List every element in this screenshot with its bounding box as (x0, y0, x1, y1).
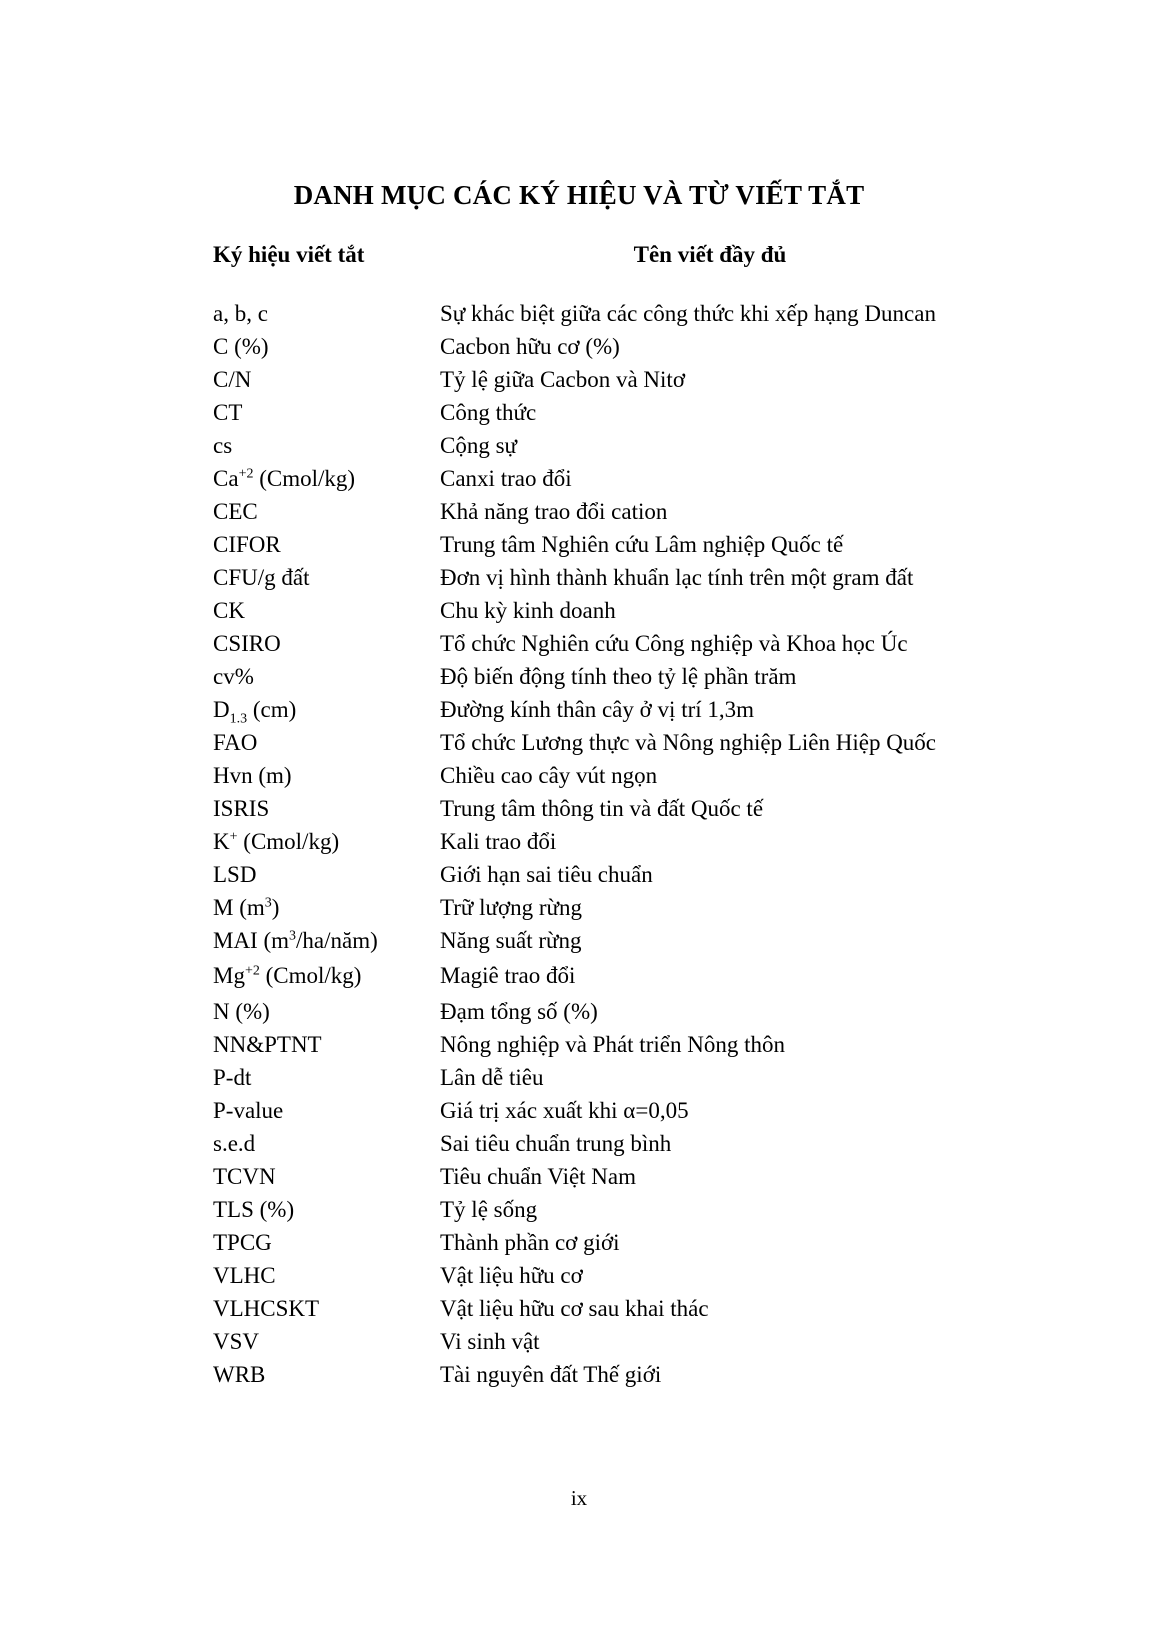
abbreviation-row (0, 924, 1158, 957)
abbreviation-definition: Kali trao đổi (440, 829, 557, 854)
abbreviation-term: FAO (213, 730, 258, 755)
abbreviation-definition: Magiê trao đổi (440, 963, 576, 988)
abbreviation-term: LSD (213, 862, 257, 887)
abbreviation-term: TCVN (213, 1164, 276, 1189)
abbreviation-term: s.e.d (213, 1131, 256, 1156)
abbreviation-row (0, 297, 1158, 330)
abbreviation-row (0, 1127, 1158, 1160)
abbreviation-term: VLHC (213, 1263, 276, 1288)
abbreviation-row (0, 429, 1158, 462)
abbreviation-row (0, 1193, 1158, 1226)
abbreviation-term: ISRIS (213, 796, 270, 821)
abbreviation-definition: Đạm tổng số (%) (440, 999, 598, 1024)
abbreviation-term (213, 825, 339, 858)
abbreviation-term: Hvn (m) (213, 763, 292, 788)
abbreviation-superscript: +2 (238, 466, 254, 482)
abbreviation-row (0, 957, 1158, 995)
abbreviation-definition: Chu kỳ kinh doanh (440, 598, 616, 623)
abbreviation-definition: Giá trị xác xuất khi α=0,05 (440, 1098, 689, 1123)
abbreviation-suffix: (cm) (247, 697, 297, 722)
abbreviation-term: cs (213, 433, 233, 458)
abbreviation-definition: Giới hạn sai tiêu chuẩn (440, 862, 653, 887)
abbreviation-row (0, 363, 1158, 396)
abbreviation-definition: Sai tiêu chuẩn trung bình (440, 1131, 672, 1156)
abbreviation-row (0, 1160, 1158, 1193)
abbreviation-superscript: + (229, 829, 238, 845)
abbreviation-term: P-dt (213, 1065, 252, 1090)
abbreviation-base: D (213, 697, 230, 722)
header-abbreviation: Ký hiệu viết tắt (213, 242, 365, 267)
abbreviation-definition: Tiêu chuẩn Việt Nam (440, 1164, 637, 1189)
abbreviation-definition: Tổ chức Nghiên cứu Công nghiệp và Khoa học Úc (440, 631, 908, 656)
abbreviation-term: NN&PTNT (213, 1032, 322, 1057)
abbreviation-definition: Trung tâm Nghiên cứu Lâm nghiệp Quốc tế (440, 532, 844, 557)
abbreviation-row (0, 891, 1158, 924)
abbreviation-definition: Nông nghiệp và Phát triển Nông thôn (440, 1032, 785, 1057)
abbreviation-term: CEC (213, 499, 258, 524)
abbreviation-term: N (%) (213, 999, 270, 1024)
abbreviation-definition: Sự khác biệt giữa các công thức khi xếp hạng Duncan (440, 301, 936, 326)
abbreviation-term: C (%) (213, 334, 269, 359)
abbreviation-row (0, 792, 1158, 825)
abbreviation-term: CK (213, 598, 245, 623)
abbreviation-row (0, 660, 1158, 693)
abbreviation-term: P-value (213, 1098, 284, 1123)
abbreviation-term (213, 957, 361, 995)
abbreviation-row (0, 627, 1158, 660)
abbreviation-subscript: 1.3 (229, 711, 248, 727)
page-number: ix (570, 1486, 588, 1510)
abbreviation-base: Ca (213, 466, 239, 491)
abbreviation-definition: Công thức (440, 400, 537, 425)
abbreviation-definition: Tổ chức Lương thực và Nông nghiệp Liên Hiệp Quốc (440, 730, 937, 755)
abbreviation-row (0, 825, 1158, 858)
abbreviation-term (213, 924, 378, 957)
abbreviation-term: CIFOR (213, 532, 281, 557)
abbreviation-row (0, 1358, 1158, 1391)
abbreviation-row (0, 396, 1158, 429)
abbreviation-base: MAI (m (213, 928, 290, 953)
abbreviation-list (0, 297, 1158, 1391)
abbreviation-term: WRB (213, 1362, 266, 1387)
abbreviation-definition: Đơn vị hình thành khuẩn lạc tính trên một gram đất (440, 565, 914, 590)
abbreviation-term (213, 693, 296, 726)
abbreviation-definition: Năng suất rừng (440, 928, 582, 953)
abbreviation-definition: Trữ lượng rừng (440, 895, 583, 920)
abbreviation-term: VSV (213, 1329, 260, 1354)
abbreviation-term: a, b, c (213, 301, 268, 326)
abbreviation-base: M (m (213, 895, 265, 920)
abbreviation-definition: Tỷ lệ sống (440, 1197, 538, 1222)
abbreviation-row (0, 726, 1158, 759)
abbreviation-term: CSIRO (213, 631, 281, 656)
abbreviation-definition: Vi sinh vật (440, 1329, 540, 1354)
abbreviation-base: K (213, 829, 230, 854)
abbreviation-definition: Độ biến động tính theo tỷ lệ phần trăm (440, 664, 797, 689)
abbreviation-definition: Thành phần cơ giới (440, 1230, 620, 1255)
abbreviation-term: TPCG (213, 1230, 272, 1255)
abbreviation-definition: Trung tâm thông tin và đất Quốc tế (440, 796, 764, 821)
abbreviation-superscript: 3 (264, 895, 272, 911)
abbreviation-row (0, 693, 1158, 726)
abbreviation-term: TLS (%) (213, 1197, 295, 1222)
abbreviation-definition: Vật liệu hữu cơ sau khai thác (440, 1296, 709, 1321)
abbreviation-row (0, 594, 1158, 627)
abbreviation-term: C/N (213, 367, 252, 392)
abbreviation-definition: Tỷ lệ giữa Cacbon và Nitơ (440, 367, 685, 392)
abbreviation-definition: Tài nguyên đất Thế giới (440, 1362, 662, 1387)
page-title: DANH MỤC CÁC KÝ HIỆU VÀ TỪ VIẾT TẮT (293, 180, 865, 210)
abbreviation-term: CT (213, 400, 243, 425)
abbreviation-row (0, 995, 1158, 1028)
abbreviation-row (0, 759, 1158, 792)
abbreviation-definition: Vật liệu hữu cơ (440, 1263, 583, 1288)
abbreviation-term: cv% (213, 664, 254, 689)
abbreviation-definition: Cộng sự (440, 433, 518, 458)
abbreviation-row (0, 1259, 1158, 1292)
abbreviation-definition: Lân dễ tiêu (440, 1065, 544, 1090)
abbreviation-row (0, 1292, 1158, 1325)
abbreviation-row (0, 1061, 1158, 1094)
abbreviation-row (0, 1028, 1158, 1061)
abbreviation-row (0, 1325, 1158, 1358)
abbreviation-suffix: (Cmol/kg) (259, 963, 362, 988)
abbreviation-term: VLHCSKT (213, 1296, 320, 1321)
abbreviation-term (213, 891, 279, 924)
header-full-name: Tên viết đầy đủ (633, 242, 787, 267)
abbreviation-suffix: (Cmol/kg) (253, 466, 356, 491)
abbreviation-row (0, 1226, 1158, 1259)
abbreviation-definition: Chiều cao cây vút ngọn (440, 763, 658, 788)
abbreviation-term: CFU/g đất (213, 565, 310, 590)
abbreviation-suffix: ) (271, 895, 280, 920)
abbreviation-superscript: +2 (244, 963, 260, 979)
abbreviation-definition: Canxi trao đổi (440, 466, 572, 491)
abbreviation-definition: Cacbon hữu cơ (%) (440, 334, 620, 359)
abbreviation-row (0, 561, 1158, 594)
abbreviation-row (0, 495, 1158, 528)
abbreviation-suffix: /ha/năm) (296, 928, 378, 953)
abbreviation-row (0, 858, 1158, 891)
abbreviation-suffix: (Cmol/kg) (237, 829, 340, 854)
abbreviation-definition: Khả năng trao đổi cation (440, 499, 668, 524)
abbreviation-superscript: 3 (289, 928, 297, 944)
abbreviation-row (0, 528, 1158, 561)
abbreviation-term (213, 462, 355, 495)
abbreviation-row (0, 462, 1158, 495)
abbreviation-base: Mg (213, 963, 245, 988)
abbreviation-row (0, 1094, 1158, 1127)
abbreviation-definition: Đường kính thân cây ở vị trí 1,3m (440, 697, 755, 722)
abbreviation-row (0, 330, 1158, 363)
